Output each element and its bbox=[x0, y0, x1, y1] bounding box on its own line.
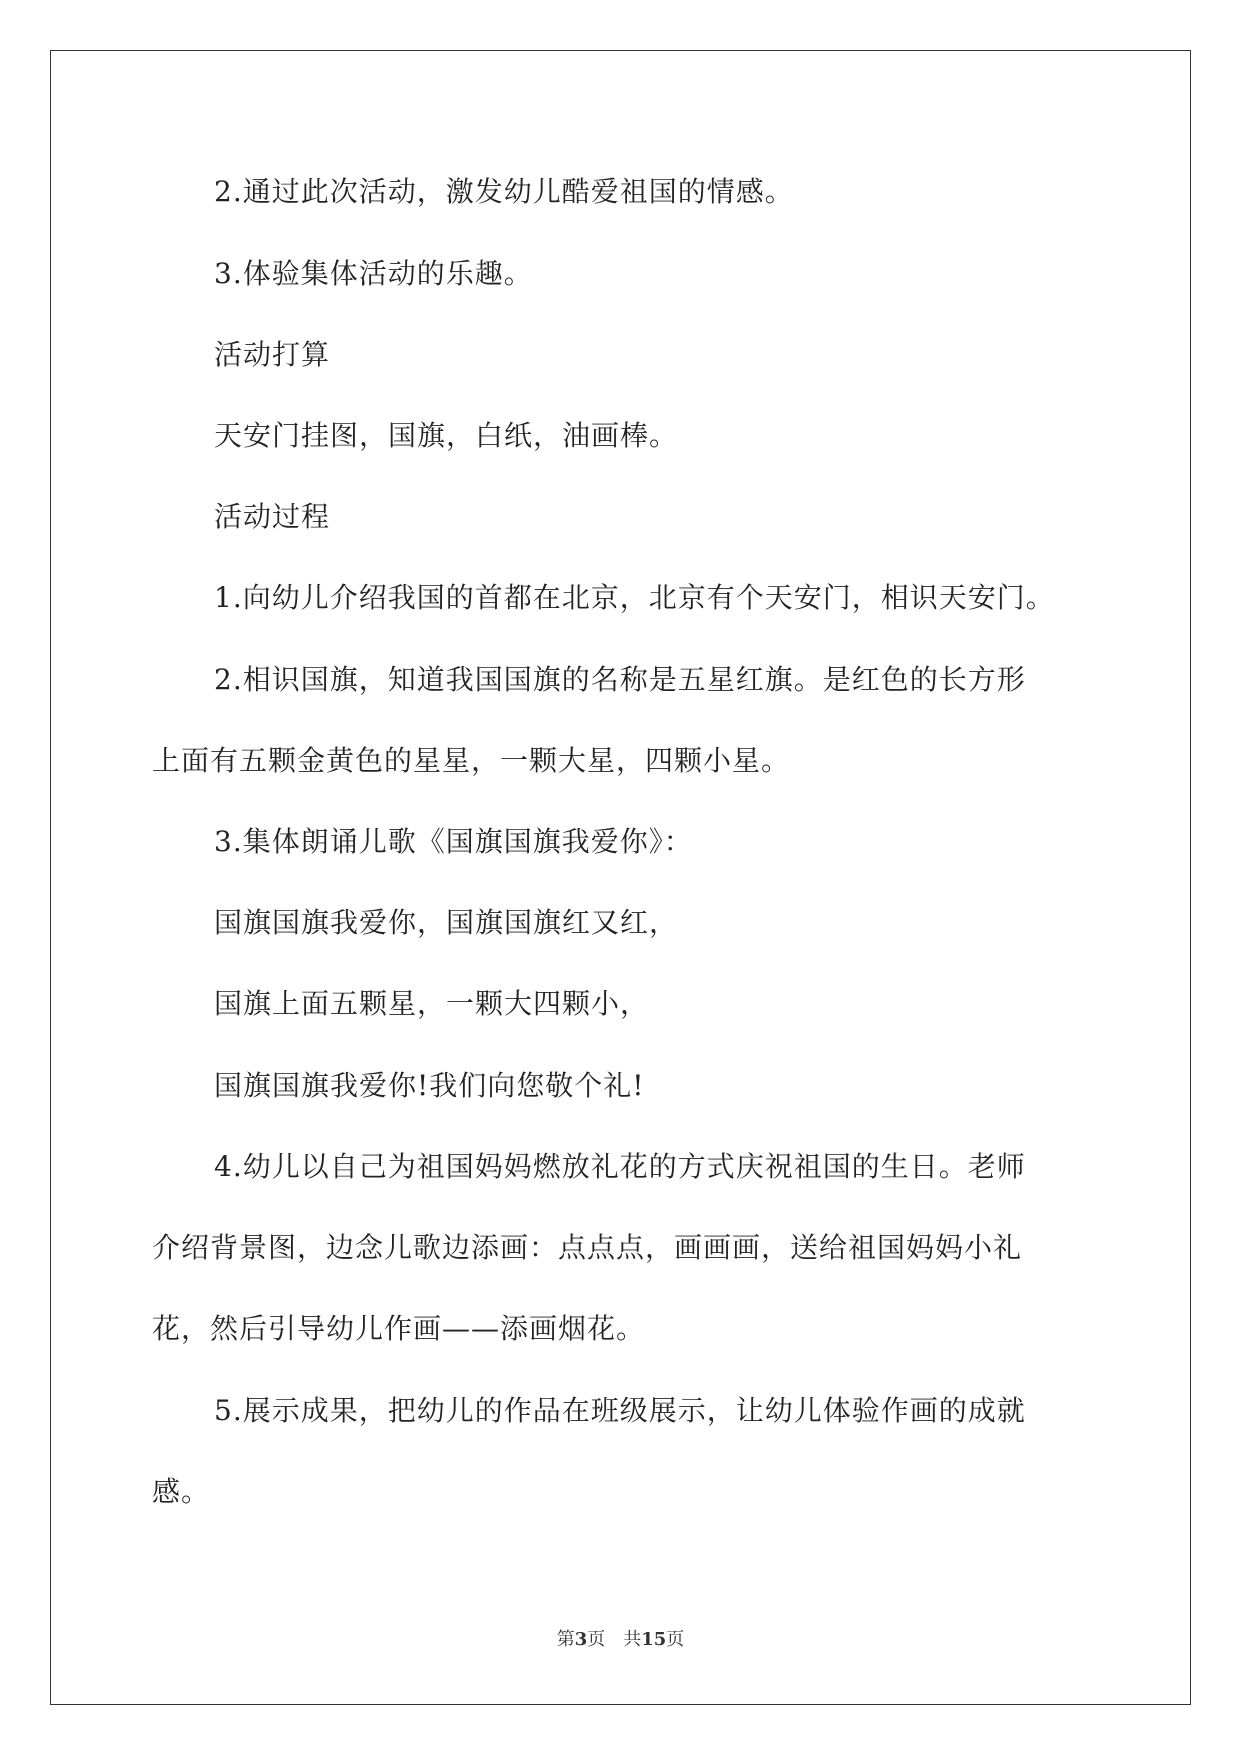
section-heading: 活动打算 bbox=[214, 338, 331, 371]
paragraph-line: 3.体验集体活动的乐趣。 bbox=[214, 257, 533, 290]
paragraph-line: 上面有五颗金黄色的星星，一颗大星，四颗小星。 bbox=[152, 744, 791, 777]
total-prefix: 共 bbox=[623, 1629, 642, 1650]
paragraph-line: 感。 bbox=[152, 1475, 211, 1508]
paragraph-line: 花，然后引导幼儿作画——添画烟花。 bbox=[152, 1312, 646, 1345]
section-heading: 活动过程 bbox=[214, 500, 331, 533]
total-page-number: 15 bbox=[641, 1629, 667, 1650]
page-suffix: 页 bbox=[587, 1629, 606, 1650]
paragraph-line: 天安门挂图，国旗，白纸，油画棒。 bbox=[214, 419, 679, 452]
current-page-number: 3 bbox=[574, 1629, 588, 1650]
paragraph-line: 3.集体朗诵儿歌《国旗国旗我爱你》： bbox=[214, 825, 693, 858]
paragraph-line: 4.幼儿以自己为祖国妈妈燃放礼花的方式庆祝祖国的生日。老师 bbox=[214, 1150, 1026, 1183]
poem-line: 国旗国旗我爱你!我们向您敬个礼! bbox=[214, 1069, 645, 1102]
paragraph-line: 1.向幼儿介绍我国的首都在北京，北京有个天安门，相识天安门。 bbox=[214, 581, 1055, 614]
paragraph-line: 介绍背景图，边念儿歌边添画：点点点，画画画，送给祖国妈妈小礼 bbox=[152, 1231, 1023, 1264]
page-border bbox=[50, 50, 1191, 1705]
paragraph-line: 5.展示成果，把幼儿的作品在班级展示，让幼儿体验作画的成就 bbox=[214, 1394, 1026, 1427]
page-footer bbox=[0, 1628, 1241, 1652]
paragraph-line: 2.相识国旗，知道我国国旗的名称是五星红旗。是红色的长方形 bbox=[214, 663, 1026, 696]
page-prefix: 第 bbox=[556, 1629, 575, 1650]
poem-line: 国旗国旗我爱你，国旗国旗红又红， bbox=[214, 906, 679, 939]
paragraph-line: 2.通过此次活动，激发幼儿酷爱祖国的情感。 bbox=[214, 175, 794, 208]
poem-line: 国旗上面五颗星，一颗大四颗小， bbox=[214, 987, 650, 1020]
total-suffix: 页 bbox=[666, 1629, 685, 1650]
